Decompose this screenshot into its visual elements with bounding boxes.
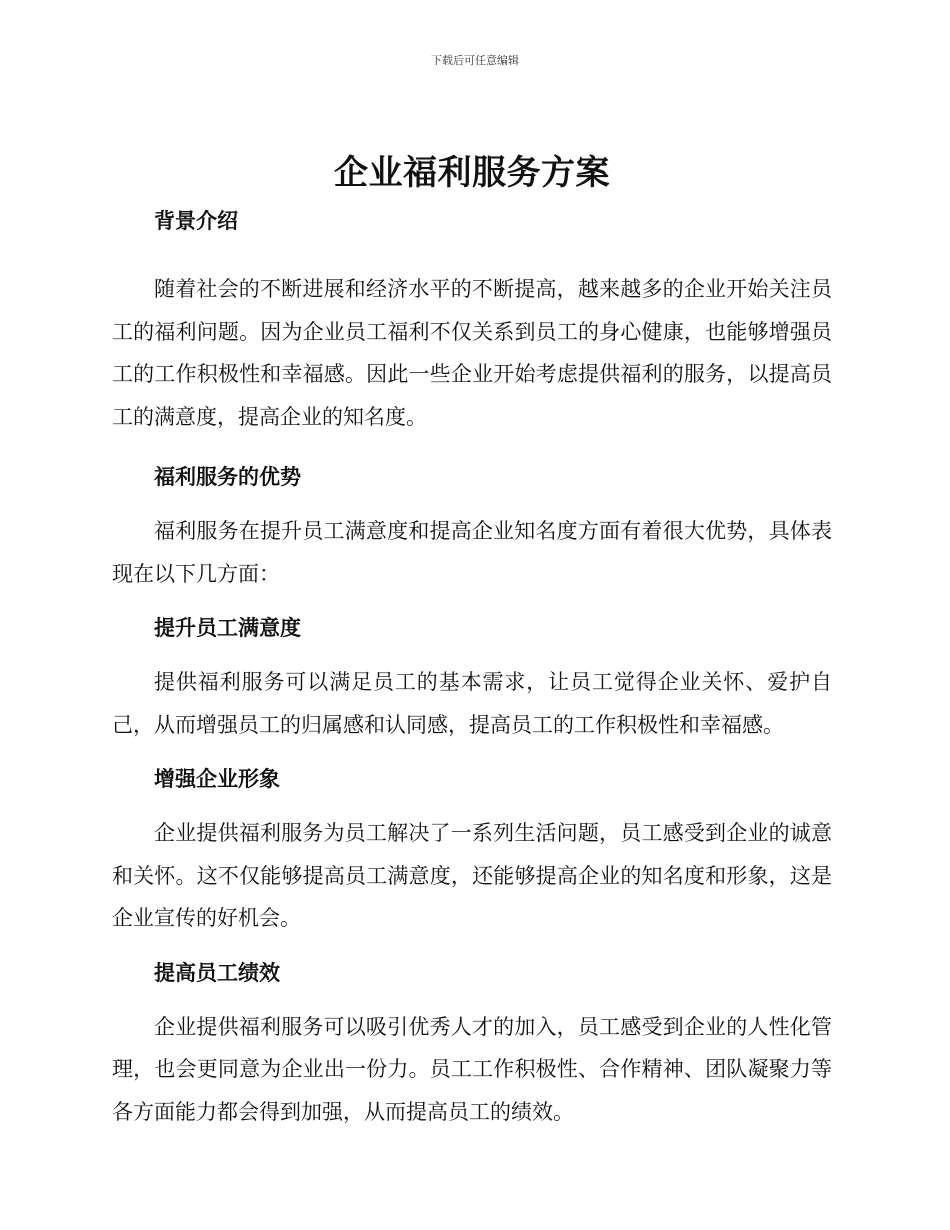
section-heading-background: 背景介绍 bbox=[154, 209, 238, 233]
section-paragraph-advantages: 福利服务在提升员工满意度和提高企业知名度方面有着很大优势，具体表现在以下几方面： bbox=[112, 519, 832, 586]
section-paragraph-satisfaction: 提供福利服务可以满足员工的基本需求，让员工觉得企业关怀、爱护自己，从而增强员工的归属感和认同感，提高员工的工作积极性和幸福感。 bbox=[112, 670, 832, 737]
document-title: 企业福利服务方案 bbox=[334, 153, 610, 193]
section-paragraph-image: 企业提供福利服务为员工解决了一系列生活问题，员工感受到企业的诚意和关怀。这不仅能够提高员工满意度，还能够提高企业的知名度和形象，这是企业宣传的好机会。 bbox=[112, 821, 832, 930]
section-heading-advantages: 福利服务的优势 bbox=[154, 465, 301, 489]
document-content bbox=[112, 148, 832, 1133]
section-heading-performance: 提高员工绩效 bbox=[154, 960, 280, 985]
page-header: 下载后可任意编辑 bbox=[431, 54, 519, 67]
section-paragraph-background: 随着社会的不断进展和经济水平的不断提高，越来越多的企业开始关注员工的福利问题。因为企业员工福利不仅关系到员工的身心健康，也能够增强员工的工作积极性和幸福感。因此一些企业开始考虑提供福利的服务，以提高员工的满意度，提高企业的知名度。 bbox=[112, 277, 832, 429]
section-heading-image: 增强企业形象 bbox=[154, 767, 280, 791]
section-paragraph-performance: 企业提供福利服务可以吸引优秀人才的加入，员工感受到企业的人性化管理，也会更同意为企业出一份力。员工工作积极性、合作精神、团队凝聚力等各方面能力都会得到加强，从而提高员工的绩效。 bbox=[112, 1014, 832, 1124]
section-heading-satisfaction: 提升员工满意度 bbox=[154, 616, 301, 640]
